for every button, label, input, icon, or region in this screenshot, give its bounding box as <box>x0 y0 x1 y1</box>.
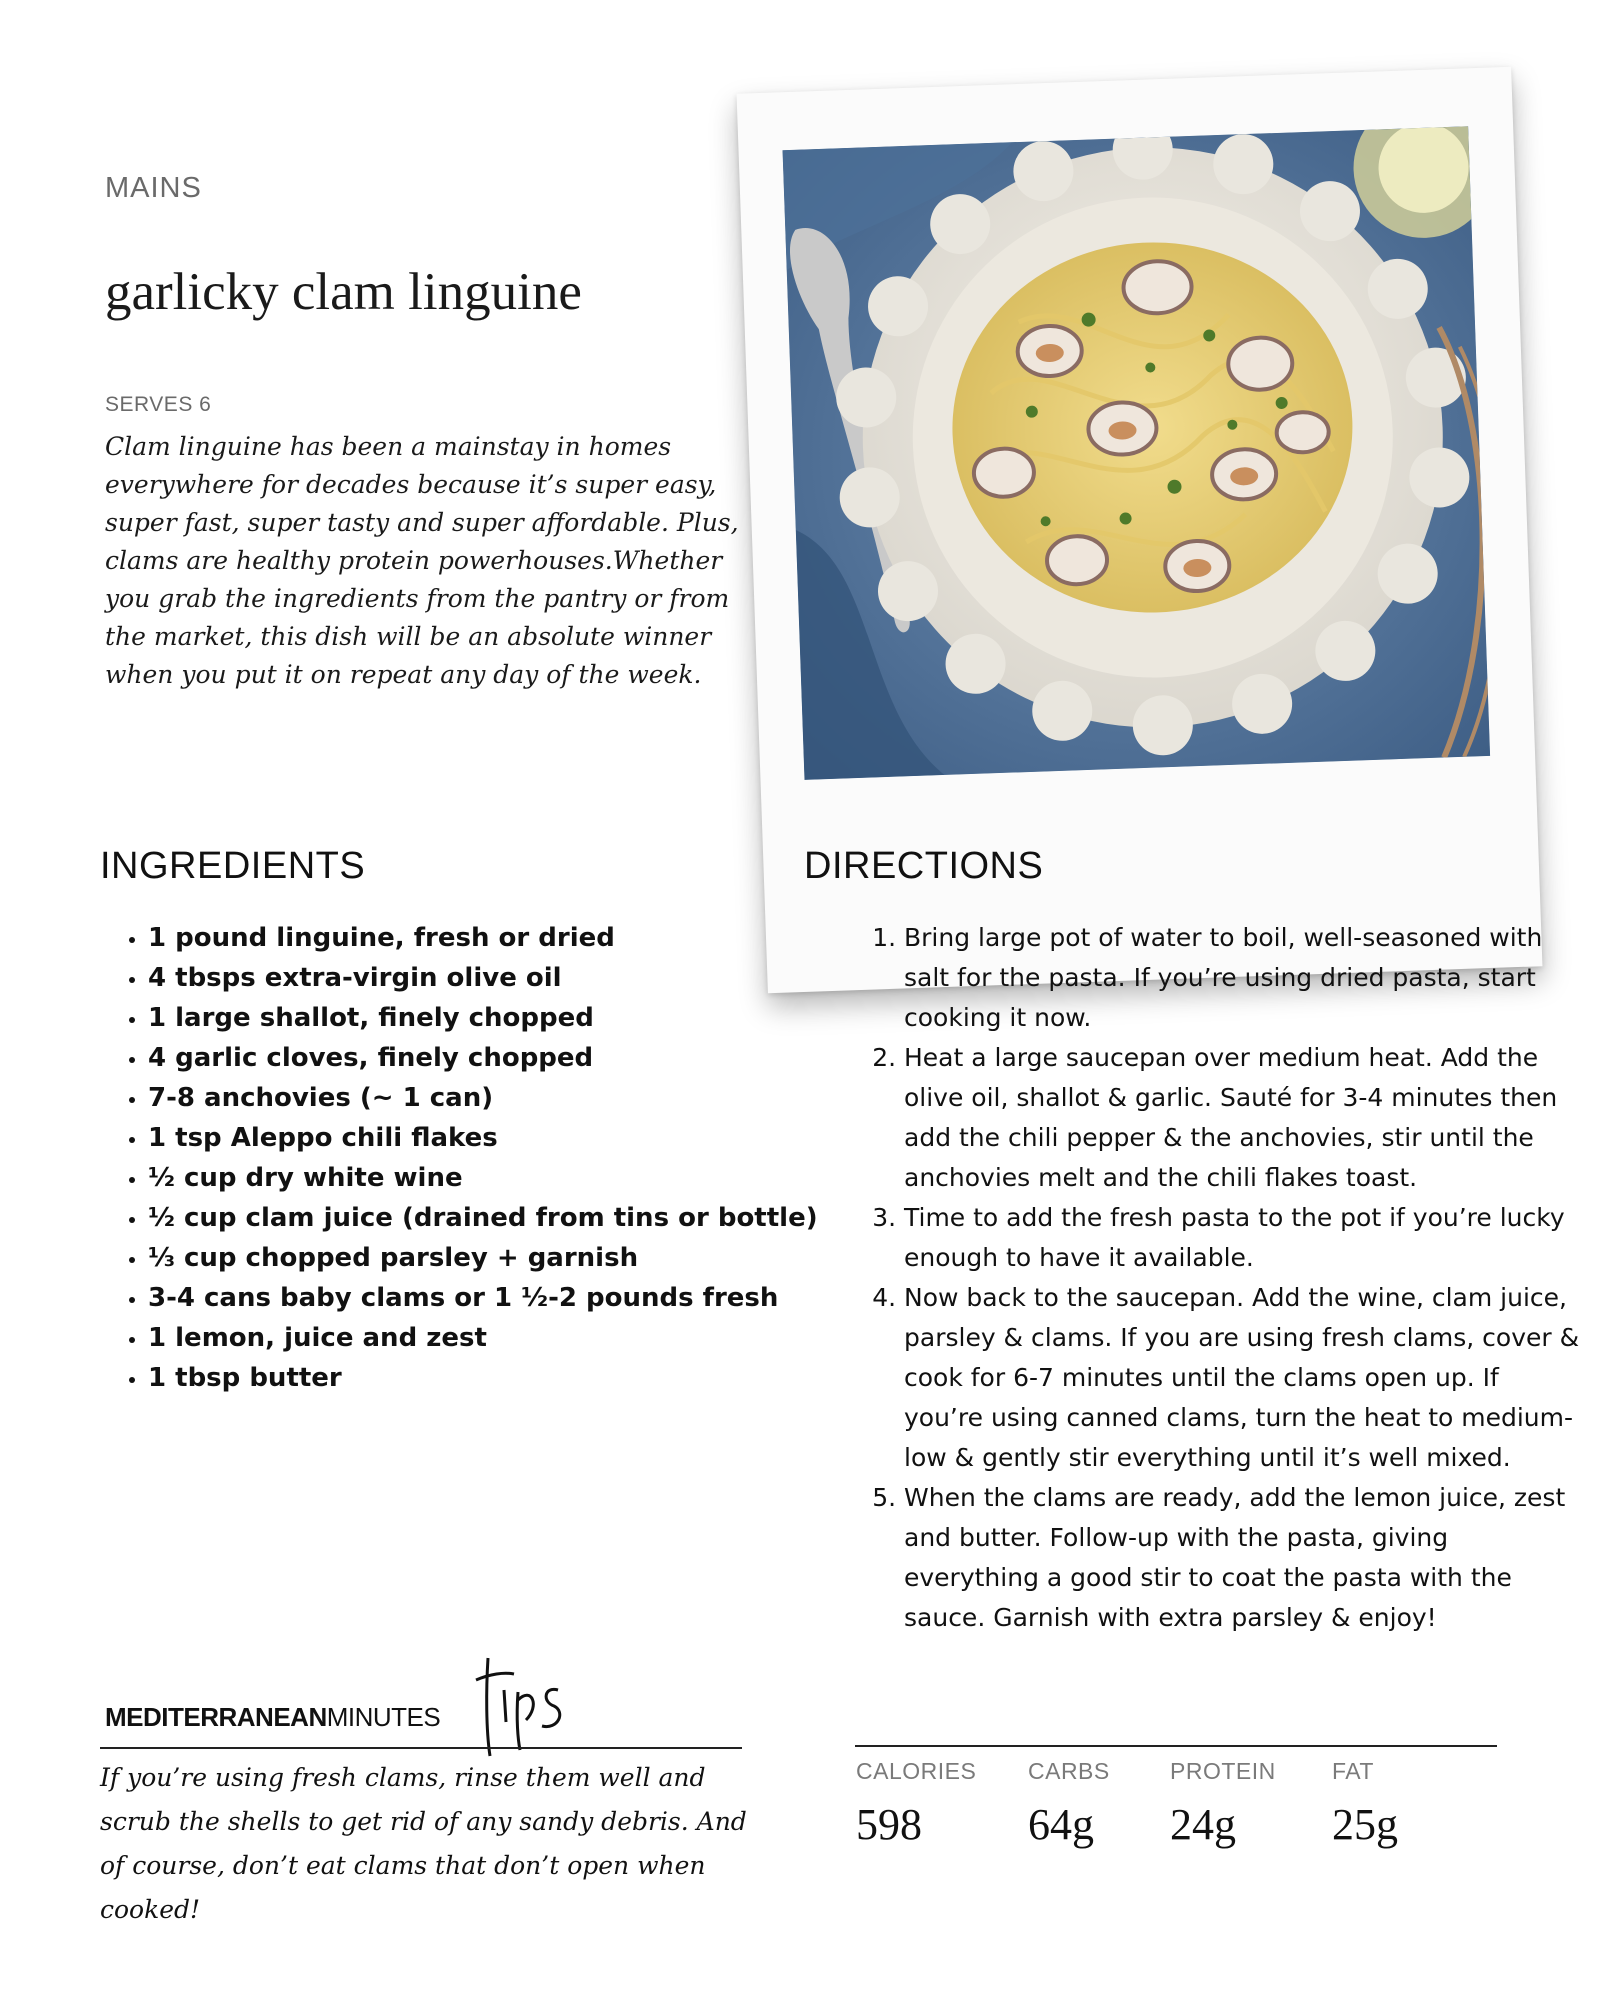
nutrition-value: 598 <box>856 1800 922 1849</box>
nutrition-carbs <box>1028 1758 1110 1850</box>
ingredient-item: • ½ cup dry white wine <box>148 1158 828 1198</box>
recipe-title: garlicky clam linguine <box>105 263 582 321</box>
ingredient-item: • 1 tbsp butter <box>148 1358 828 1398</box>
ingredient-item: • 4 garlic cloves, finely chopped <box>148 1038 828 1078</box>
direction-step: 2. Heat a large saucepan over medium heat. Add the olive oil, shallot & garlic. Sauté for 3-4 minutes then add the chili pepper & the anchovies, stir until the anchovies melt and the chili flakes toast. <box>904 1038 1584 1198</box>
nutrition-fat <box>1332 1758 1398 1850</box>
nutrition-label: CARBS <box>1028 1758 1110 1784</box>
ingredient-item: • ⅓ cup chopped parsley + garnish <box>148 1238 828 1278</box>
ingredient-item: • 4 tbsps extra-virgin olive oil <box>148 958 828 998</box>
ingredient-item: • 1 large shallot, finely chopped <box>148 998 828 1038</box>
nutrition-label: CALORIES <box>856 1758 977 1784</box>
nutrition-value: 24g <box>1170 1800 1236 1849</box>
tips-brand-logo <box>105 1702 440 1733</box>
clam-linguine-photo <box>783 126 1491 780</box>
ingredient-item: • 1 pound linguine, fresh or dried <box>148 918 828 958</box>
tips-script-logo <box>470 1650 570 1760</box>
ingredient-item: • 1 tsp Aleppo chili flakes <box>148 1118 828 1158</box>
nutrition-divider <box>855 1745 1497 1747</box>
tips-text: If you’re using fresh clams, rinse them well and scrub the shells to get rid of any sandy debris. And of course, don’t eat clams that don’t open when cooked! <box>100 1763 747 1924</box>
ingredient-item: • 3-4 cans baby clams or 1 ½-2 pounds fresh <box>148 1278 828 1318</box>
nutrition-label: PROTEIN <box>1170 1758 1276 1784</box>
brand-bold-text: MEDITERRANEAN <box>105 1702 327 1732</box>
direction-step: 3. Time to add the fresh pasta to the pot if you’re lucky enough to have it available. <box>904 1198 1584 1278</box>
direction-step: 1. Bring large pot of water to boil, well-seasoned with salt for the pasta. If you’re using dried pasta, start cooking it now. <box>904 918 1584 1038</box>
nutrition-label: FAT <box>1332 1758 1374 1784</box>
ingredients-list <box>100 918 828 1398</box>
tips-divider <box>100 1747 742 1749</box>
direction-step: 4. Now back to the saucepan. Add the wine, clam juice, parsley & clams. If you are using fresh clams, cover & cook for 6-7 minutes until the clams open up. If you’re using canned clams, turn the heat to medium-low & gently stir everything until it’s well mixed. <box>904 1278 1584 1478</box>
ingredient-item: • 7-8 anchovies (~ 1 can) <box>148 1078 828 1118</box>
category-label: MAINS <box>105 172 202 204</box>
direction-step: 5. When the clams are ready, add the lemon juice, zest and butter. Follow-up with the pasta, giving everything a good stir to coat the pasta with the sauce. Garnish with extra parsley & enjoy! <box>904 1478 1584 1638</box>
brand-light-text: MINUTES <box>326 1702 441 1732</box>
dish-illustration <box>783 126 1491 780</box>
ingredients-heading: INGREDIENTS <box>100 845 366 887</box>
directions-list <box>838 918 1584 1638</box>
recipe-intro: Clam linguine has been a mainstay in homes everywhere for decades because it’s super easy, super fast, super tasty and super affordable. Plus, clams are healthy protein powerhouses.Whether you grab the ingredients from the pantry or from the market, this dish will be an absolute winner when you put it on repeat any day of the week. <box>105 432 739 689</box>
ingredient-item: • ½ cup clam juice (drained from tins or bottle) <box>148 1198 828 1238</box>
directions-heading: DIRECTIONS <box>804 845 1044 887</box>
nutrition-value: 64g <box>1028 1800 1094 1849</box>
nutrition-calories <box>856 1758 976 1850</box>
nutrition-value: 25g <box>1332 1800 1398 1849</box>
ingredient-item: • 1 lemon, juice and zest <box>148 1318 828 1358</box>
serves-label: SERVES 6 <box>105 393 212 416</box>
nutrition-protein <box>1170 1758 1276 1850</box>
